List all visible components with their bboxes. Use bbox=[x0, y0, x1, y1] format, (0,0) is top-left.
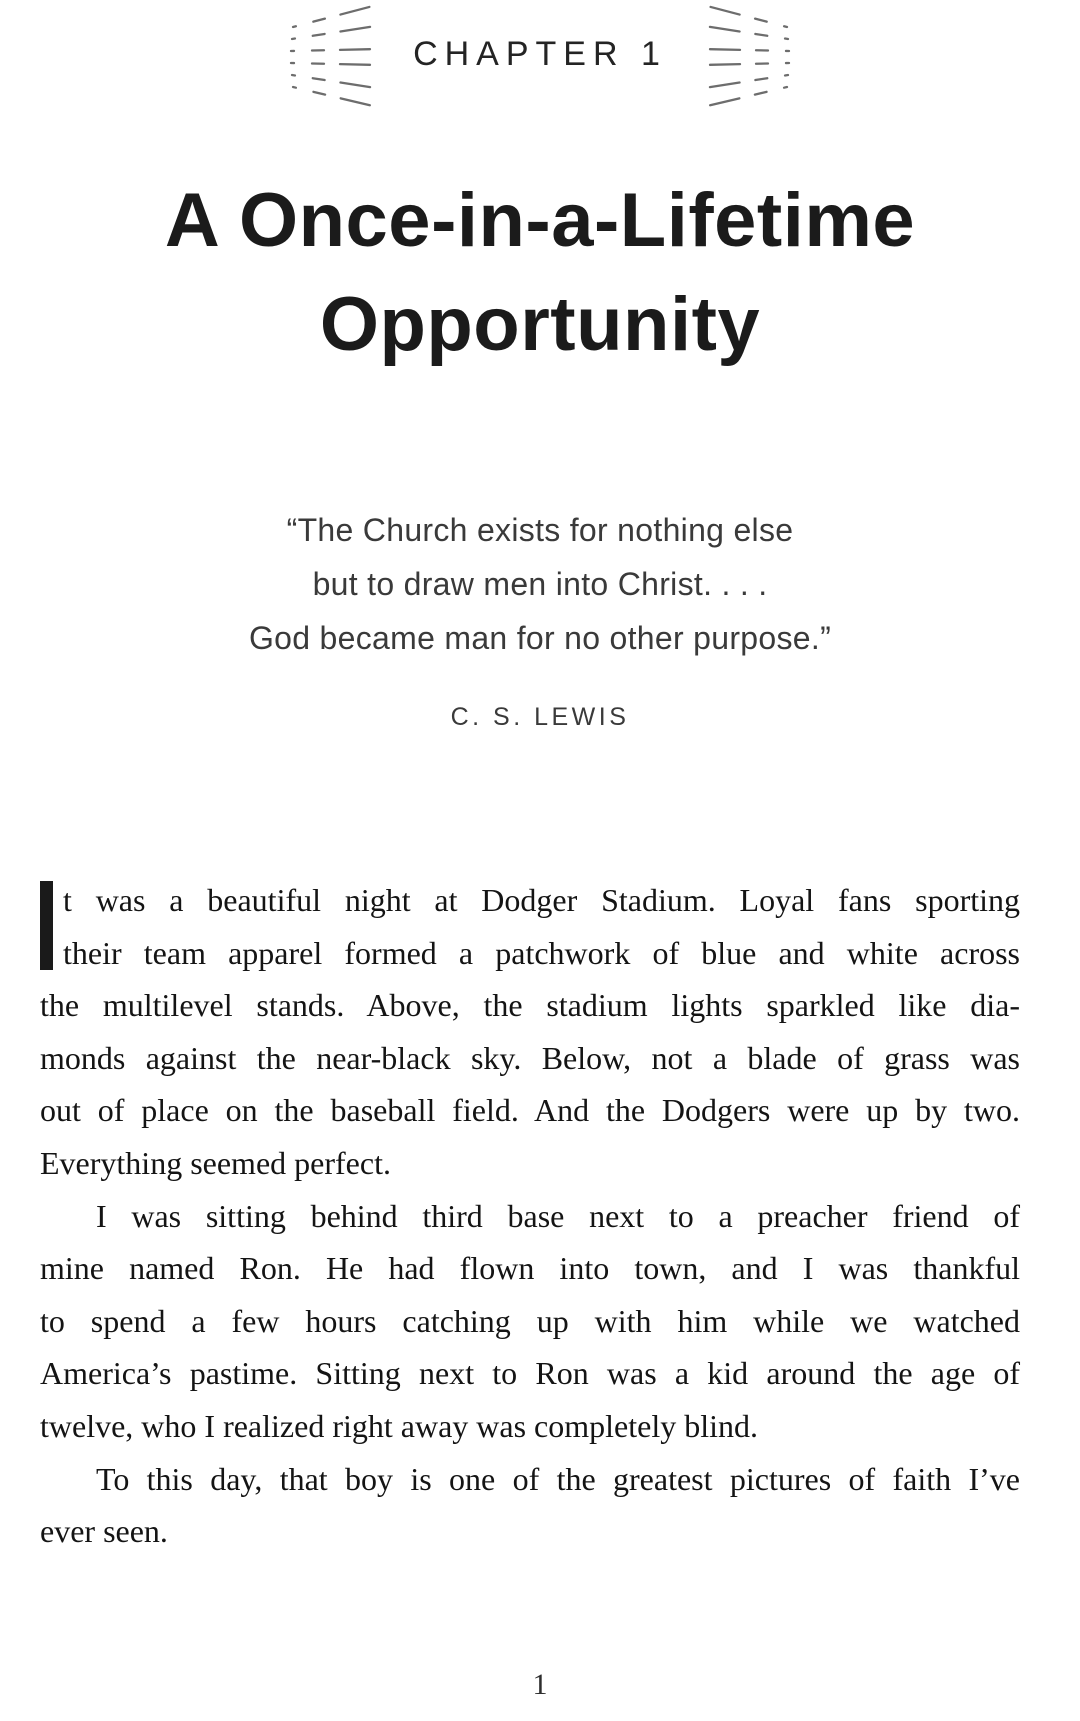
body-line: their team apparel formed a patchwork of blue and white across bbox=[63, 934, 1020, 971]
body-line: To this day, that boy is one of the greatest pictures of faith I’ve bbox=[96, 1460, 1020, 1497]
chapter-header bbox=[0, 0, 1080, 112]
epigraph-line: God became man for no other purpose.” bbox=[248, 620, 832, 656]
page-number: 1 bbox=[532, 1668, 548, 1701]
body-line: out of place on the baseball field. And the Dodgers were up by two. bbox=[40, 1092, 1020, 1129]
chapter-title bbox=[0, 169, 1080, 377]
paragraph bbox=[40, 1453, 1020, 1558]
body-line: monds against the near-black sky. Below, not a blade of grass was bbox=[40, 1039, 1020, 1076]
body-line: I was sitting behind third base next to a preacher friend of bbox=[96, 1197, 1020, 1234]
sparkle-burst-left-icon bbox=[289, 3, 377, 109]
paragraph bbox=[40, 1190, 1020, 1453]
body-line: to spend a few hours catching up with him while we watched bbox=[40, 1302, 1020, 1339]
body-line: America’s pastime. Sitting next to Ron was a kid around the age of bbox=[40, 1355, 1020, 1392]
epigraph-line: “The Church exists for nothing else bbox=[286, 512, 794, 548]
body-line: mine named Ron. He had flown into town, and I was thankful bbox=[40, 1250, 1020, 1287]
epigraph-quote bbox=[0, 503, 1080, 665]
paragraph bbox=[40, 874, 1020, 1190]
body-line: the multilevel stands. Above, the stadium lights sparkled like dia- bbox=[40, 987, 1020, 1024]
body-text bbox=[40, 874, 1020, 1558]
chapter-label: CHAPTER 1 bbox=[413, 34, 667, 73]
body-line: t was a beautiful night at Dodger Stadium. Loyal fans sporting bbox=[63, 882, 1020, 918]
epigraph-attribution: C. S. LEWIS bbox=[450, 703, 630, 731]
drop-cap bbox=[40, 881, 53, 970]
body-line: ever seen. bbox=[40, 1513, 168, 1550]
body-line: Everything seemed perfect. bbox=[40, 1144, 391, 1181]
chapter-title-line-2: Opportunity bbox=[319, 282, 761, 368]
chapter-title-line-1: A Once-in-a-Lifetime bbox=[164, 178, 916, 264]
epigraph-line: but to draw men into Christ. . . . bbox=[312, 566, 768, 602]
body-line: twelve, who I realized right away was completely blind. bbox=[40, 1407, 758, 1444]
sparkle-burst-right-icon bbox=[703, 3, 791, 109]
